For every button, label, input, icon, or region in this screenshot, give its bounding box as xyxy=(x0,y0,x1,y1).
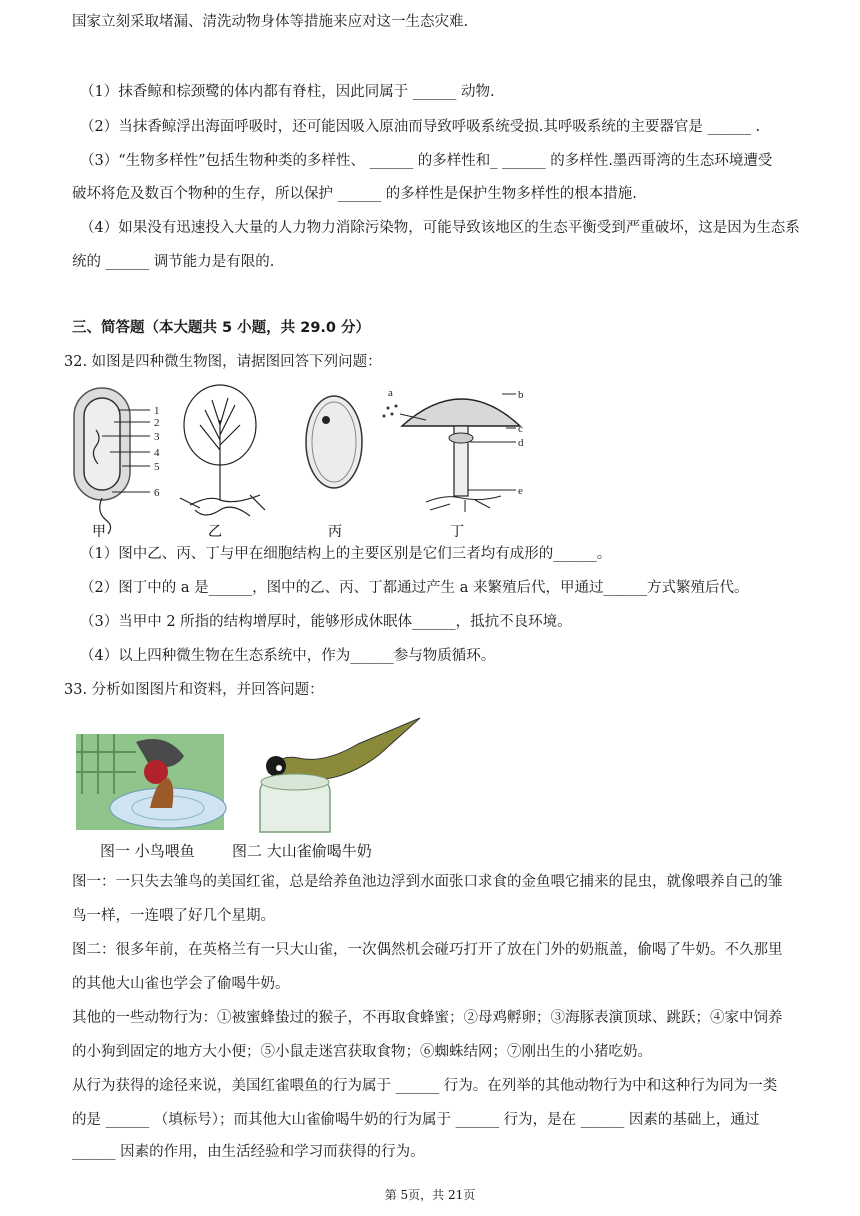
question-32-sub-3: （3）当甲中 2 所指的结构增厚时，能够形成休眠体______，抵抗不良环境。 xyxy=(80,614,572,630)
paragraph-2-line-2: 的其他大山雀也学会了偷喝牛奶。 xyxy=(72,976,290,992)
paragraph-4-line-3: ______ 因素的作用，由生活经验和学习而获得的行为。 xyxy=(72,1144,425,1160)
paragraph-4-line-2: 的是 ______ （填标号）；而其他大山雀偷喝牛奶的行为属于 ______ 行为，是在 ______ 因素的基础上，通过 xyxy=(72,1112,760,1128)
label-jia-1: 1 xyxy=(154,405,160,417)
paragraph-1-line-2: 鸟一样，一连喂了好几个星期。 xyxy=(72,908,275,924)
section-title: 三、简答题（本大题共 5 小题，共 29.0 分） xyxy=(72,320,371,336)
label-jia-6: 6 xyxy=(154,487,160,499)
paragraph-3-line-1: 其他的一些动物行为：①被蜜蜂蛰过的猴子，不再取食蜂蜜；②母鸡孵卵；③海豚表演顶球、跳跃；④家中饲养 xyxy=(72,1010,783,1026)
question-1: （1）抹香鲸和棕颈鹭的体内都有脊柱，因此同属于 ______ 动物. xyxy=(80,84,495,100)
mold-yi xyxy=(180,385,265,516)
question-33-stem: 33. 分析如图图片和资料，并回答问题： xyxy=(64,682,324,698)
question-32-sub-4: （4）以上四种微生物在生态系统中，作为______参与物质循环。 xyxy=(80,648,496,664)
label-ding-a: a xyxy=(388,387,393,399)
name-bing: 丙 xyxy=(328,524,342,540)
question-32-sub-2: （2）图丁中的 a 是______，图中的乙、丙、丁都通过产生 a 来繁殖后代，甲通过______方式繁殖后代。 xyxy=(80,580,749,596)
name-jia: 甲 xyxy=(92,524,106,540)
question-32-sub-1: （1）图中乙、丙、丁与甲在细胞结构上的主要区别是它们三者均有成形的______。 xyxy=(80,546,612,562)
bird-figures xyxy=(76,712,426,836)
question-4-line-1: （4）如果没有迅速投入大量的人力物力消除污染物，可能导致该地区的生态平衡受到严重破坏，这是因为生态系 xyxy=(80,220,800,236)
caption-figure-2: 图二 大山雀偷喝牛奶 xyxy=(232,842,372,860)
label-ding-b: b xyxy=(518,389,524,401)
label-jia-5: 5 xyxy=(154,461,160,473)
label-jia-2: 2 xyxy=(154,417,160,429)
paragraph-3-line-2: 的小狗到固定的地方大小便；⑤小鼠走迷宫获取食物；⑥蜘蛛结网；⑦刚出生的小猪吃奶。 xyxy=(72,1044,652,1060)
yeast-bing xyxy=(306,396,362,488)
caption-figure-1: 图一 小鸟喂鱼 xyxy=(100,842,195,860)
mushroom-ding xyxy=(383,387,525,512)
label-jia-4: 4 xyxy=(154,447,160,459)
question-32-stem: 32. 如图是四种微生物图，请据图回答下列问题： xyxy=(64,354,382,370)
great-tit-drinking-milk-image xyxy=(260,718,420,832)
name-ding: 丁 xyxy=(450,524,464,540)
microorganism-figure xyxy=(70,380,540,542)
paragraph-4-line-1: 从行为获得的途径来说，美国红雀喂鱼的行为属于 ______ 行为。在列举的其他动物行为中和这种行为同为一类 xyxy=(72,1078,778,1094)
name-yi: 乙 xyxy=(208,524,222,540)
label-jia-3: 3 xyxy=(154,431,160,443)
question-2: （2）当抹香鲸浮出海面呼吸时，还可能因吸入原油而导致呼吸系统受损.其呼吸系统的主要器官是 ______ . xyxy=(80,119,761,135)
bacterium-jia xyxy=(74,388,160,534)
bird-feeding-fish-image xyxy=(76,734,226,830)
question-3-line-2: 破坏将危及数百个物种的生存，所以保护 ______ 的多样性是保护生物多样性的根本措施. xyxy=(72,186,637,202)
question-3-line-1: （3）“生物多样性”包括生物种类的多样性、 ______ 的多样性和_ ______ 的多样性.墨西哥湾的生态环境遭受 xyxy=(80,153,773,169)
paragraph-1-line-1: 图一：一只失去雏鸟的美国红雀，总是给养鱼池边浮到水面张口求食的金鱼喂它捕来的昆虫，就像喂养自己的雏 xyxy=(72,874,783,890)
label-ding-d: d xyxy=(518,437,524,449)
label-ding-e: e xyxy=(518,485,523,497)
question-4-line-2: 统的 ______ 调节能力是有限的. xyxy=(72,254,275,270)
text-line: 国家立刻采取堵漏、清洗动物身体等措施来应对这一生态灾难. xyxy=(72,14,469,30)
paragraph-2-line-1: 图二：很多年前，在英格兰有一只大山雀，一次偶然机会碰巧打开了放在门外的奶瓶盖，偷喝了牛奶。不久那里 xyxy=(72,942,783,958)
label-ding-c: c xyxy=(518,423,523,435)
page-footer: 第 5页，共 21页 xyxy=(384,1188,476,1202)
